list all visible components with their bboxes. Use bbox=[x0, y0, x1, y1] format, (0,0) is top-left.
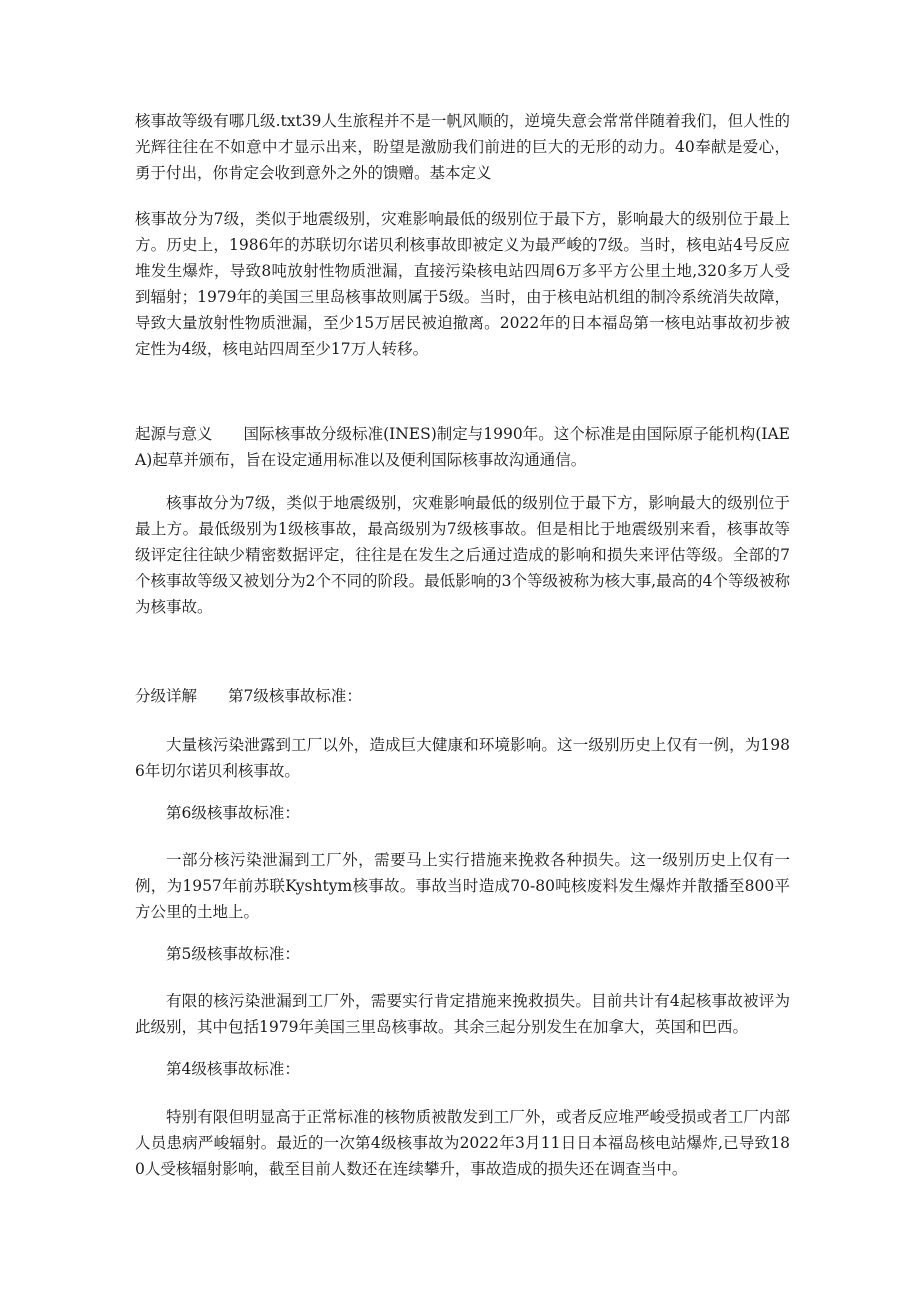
grading-label: 分级详解 bbox=[135, 687, 198, 705]
origin-text: 国际核事故分级标准(INES)制定与1990年。这个标准是由国际原子能机构(IAEA)起草并颁布，旨在设定通用标准以及便利国际核事故沟通通信。 bbox=[135, 425, 790, 469]
level6-paragraph: 一部分核污染泄漏到工厂外，需要马上实行措施来挽救各种损失。这一级别历史上仅有一例，为1957年前苏联Kyshtym核事故。事故当时造成70-80吨核废料发生爆炸并散播至800平方公里的土地上。 bbox=[135, 851, 790, 921]
level7-paragraph: 大量核污染泄露到工厂以外，造成巨大健康和环境影响。这一级别历史上仅有一例，为1986年切尔诺贝利核事故。 bbox=[135, 736, 790, 780]
intro-paragraph: 核事故等级有哪几级.txt39人生旅程并不是一帆风顺的，逆境失意会常常伴随着我们，但人性的光辉往往在不如意中才显示出来，盼望是激励我们前进的巨大的无形的动力。40奉献是爱心，勇于付出，你肯定会收到意外之外的馈赠。基本定义 bbox=[135, 112, 790, 182]
level7-title: 第7级核事故标准： bbox=[228, 687, 362, 705]
grading-heading bbox=[135, 683, 362, 709]
level5-paragraph: 有限的核污染泄漏到工厂外，需要实行肯定措施来挽救损失。目前共计有4起核事故被评为此级别，其中包括1979年美国三里岛核事故。其余三起分别发生在加拿大，英国和巴西。 bbox=[135, 992, 790, 1036]
origin-label: 起源与意义 bbox=[135, 425, 213, 443]
origin-paragraph-2: 核事故分为7级，类似于地震级别，灾难影响最低的级别位于最下方，影响最大的级别位于最上方。最低级别为1级核事故，最高级别为7级核事故。但是相比于地震级别来看，核事故等级评定往往缺少精密数据评定，往往是在发生之后通过造成的影响和损失来评估等级。全部的7个核事故等级又被划分为2个不同的阶段。最低影响的3个等级被称为核大事,最高的4个等级被称为核事故。 bbox=[135, 494, 790, 616]
level4-title: 第4级核事故标准： bbox=[166, 1060, 300, 1078]
level5-title: 第5级核事故标准： bbox=[166, 945, 300, 963]
origin-paragraph bbox=[135, 421, 790, 473]
level6-title: 第6级核事故标准： bbox=[166, 804, 300, 822]
definition-paragraph: 核事故分为7级，类似于地震级别，灾难影响最低的级别位于最下方，影响最大的级别位于最上方。历史上，1986年的苏联切尔诺贝利核事故即被定义为最严峻的7级。当时，核电站4号反应堆发生爆炸，导致8吨放射性物质泄漏，直接污染核电站四周6万多平方公里土地,320多万人受到辐射；1979年的美国三里岛核事故则属于5级。当时，由于核电站机组的制冷系统消失故障，导致大量放射性物质泄漏，至少15万居民被迫撤离。2022年的日本福岛第一核电站事故初步被定性为4级，核电站四周至少17万人转移。 bbox=[135, 210, 790, 358]
level4-paragraph: 特别有限但明显高于正常标准的核物质被散发到工厂外，或者反应堆严峻受损或者工厂内部人员患病严峻辐射。最近的一次第4级核事故为2022年3月11日日本福岛核电站爆炸,已导致180人受核辐射影响，截至目前人数还在连续攀升，事故造成的损失还在调查当中。 bbox=[135, 1108, 790, 1178]
